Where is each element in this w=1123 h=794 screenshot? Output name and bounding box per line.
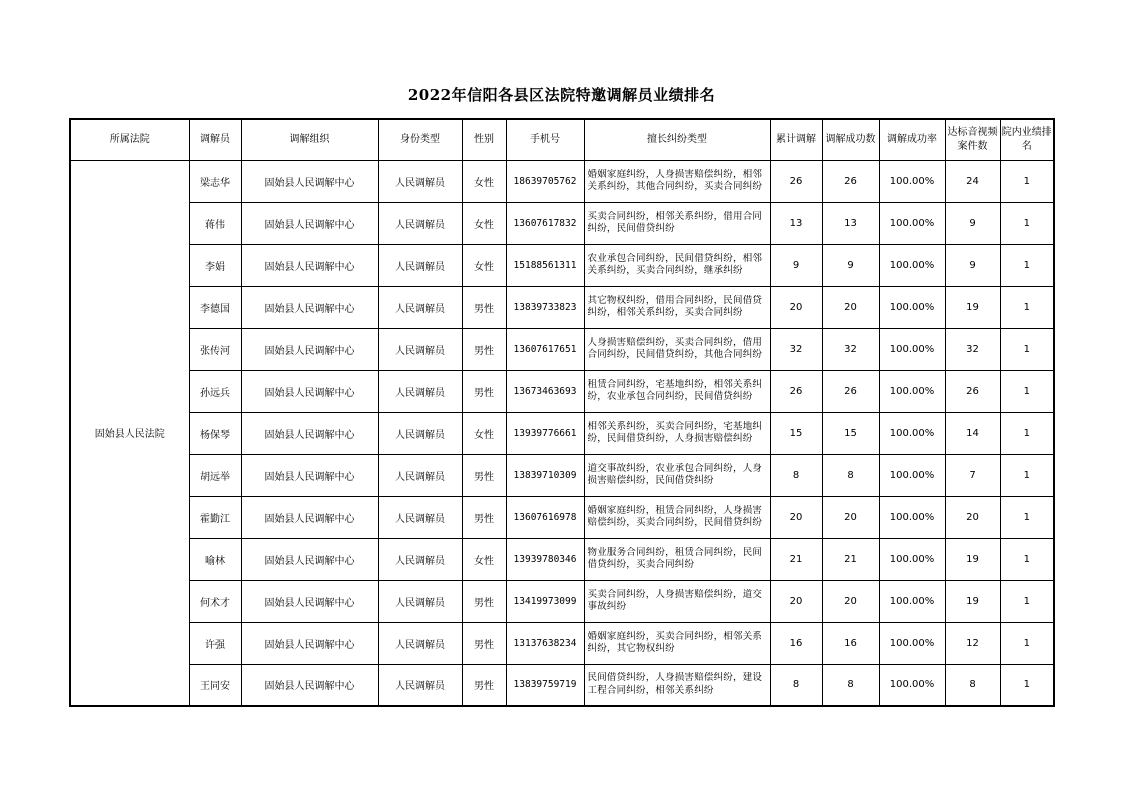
header-rank: 院内业绩排名	[1000, 119, 1054, 160]
mediator-name: 李娟	[189, 244, 241, 286]
mediator-name: 蒋伟	[189, 202, 241, 244]
rank-cell: 1	[1000, 412, 1054, 454]
header-total: 累计调解	[770, 119, 822, 160]
gender-cell: 女性	[462, 244, 506, 286]
header-org: 调解组织	[241, 119, 378, 160]
rank-cell: 1	[1000, 496, 1054, 538]
rank-cell: 1	[1000, 622, 1054, 664]
mediator-name: 王同安	[189, 664, 241, 706]
specialty-cell: 相邻关系纠纷，买卖合同纠纷，宅基地纠纷，民间借贷纠纷，人身损害赔偿纠纷	[584, 412, 770, 454]
page-title: 2022年信阳各县区法院特邀调解员业绩排名	[407, 86, 716, 104]
video-cell: 19	[945, 286, 1000, 328]
specialty-cell: 婚姻家庭纠纷，租赁合同纠纷，人身损害赔偿纠纷，买卖合同纠纷，民间借贷纠纷	[584, 496, 770, 538]
rate-cell: 100.00%	[879, 244, 945, 286]
total-cell: 9	[770, 244, 822, 286]
org-cell: 固始县人民调解中心	[241, 328, 378, 370]
phone-cell: 13939780346	[506, 538, 584, 580]
identity-cell: 人民调解员	[378, 538, 462, 580]
header-rate: 调解成功率	[879, 119, 945, 160]
rate-cell: 100.00%	[879, 496, 945, 538]
identity-cell: 人民调解员	[378, 622, 462, 664]
video-cell: 26	[945, 370, 1000, 412]
rate-cell: 100.00%	[879, 412, 945, 454]
total-cell: 20	[770, 580, 822, 622]
mediator-name: 张传河	[189, 328, 241, 370]
gender-cell: 男性	[462, 286, 506, 328]
specialty-cell: 民间借贷纠纷，人身损害赔偿纠纷，建设工程合同纠纷，相邻关系纠纷	[584, 664, 770, 706]
total-cell: 8	[770, 664, 822, 706]
org-cell: 固始县人民调解中心	[241, 202, 378, 244]
table-row	[70, 454, 1054, 496]
identity-cell: 人民调解员	[378, 454, 462, 496]
rank-cell: 1	[1000, 664, 1054, 706]
rank-cell: 1	[1000, 244, 1054, 286]
mediator-name: 杨保琴	[189, 412, 241, 454]
rate-cell: 100.00%	[879, 580, 945, 622]
specialty-cell: 农业承包合同纠纷，民间借贷纠纷，相邻关系纠纷，买卖合同纠纷，继承纠纷	[584, 244, 770, 286]
success-cell: 16	[822, 622, 879, 664]
gender-cell: 男性	[462, 370, 506, 412]
mediator-name: 胡远举	[189, 454, 241, 496]
identity-cell: 人民调解员	[378, 160, 462, 202]
success-cell: 9	[822, 244, 879, 286]
phone-cell: 13839733823	[506, 286, 584, 328]
org-cell: 固始县人民调解中心	[241, 412, 378, 454]
phone-cell: 18639705762	[506, 160, 584, 202]
mediator-name: 梁志华	[189, 160, 241, 202]
specialty-cell: 买卖合同纠纷，相邻关系纠纷，借用合同纠纷，民间借贷纠纷	[584, 202, 770, 244]
header-identity: 身份类型	[378, 119, 462, 160]
identity-cell: 人民调解员	[378, 580, 462, 622]
table-row	[70, 202, 1054, 244]
table-row	[70, 496, 1054, 538]
video-cell: 7	[945, 454, 1000, 496]
table-row	[70, 244, 1054, 286]
success-cell: 8	[822, 664, 879, 706]
table-row	[70, 328, 1054, 370]
identity-cell: 人民调解员	[378, 370, 462, 412]
phone-cell: 13607616978	[506, 496, 584, 538]
success-cell: 13	[822, 202, 879, 244]
org-cell: 固始县人民调解中心	[241, 622, 378, 664]
header-mediator: 调解员	[189, 119, 241, 160]
total-cell: 20	[770, 286, 822, 328]
success-cell: 26	[822, 370, 879, 412]
org-cell: 固始县人民调解中心	[241, 160, 378, 202]
specialty-cell: 物业服务合同纠纷，租赁合同纠纷，民间借贷纠纷，买卖合同纠纷	[584, 538, 770, 580]
success-cell: 26	[822, 160, 879, 202]
identity-cell: 人民调解员	[378, 244, 462, 286]
identity-cell: 人民调解员	[378, 496, 462, 538]
specialty-cell: 买卖合同纠纷，人身损害赔偿纠纷，道交事故纠纷	[584, 580, 770, 622]
header-row	[70, 119, 1054, 160]
identity-cell: 人民调解员	[378, 286, 462, 328]
phone-cell: 13839710309	[506, 454, 584, 496]
specialty-cell: 道交事故纠纷，农业承包合同纠纷，人身损害赔偿纠纷，民间借贷纠纷	[584, 454, 770, 496]
phone-cell: 13839759719	[506, 664, 584, 706]
mediator-name: 喻林	[189, 538, 241, 580]
rate-cell: 100.00%	[879, 622, 945, 664]
rank-cell: 1	[1000, 454, 1054, 496]
specialty-cell: 其它物权纠纷，借用合同纠纷，民间借贷纠纷，相邻关系纠纷，买卖合同纠纷	[584, 286, 770, 328]
success-cell: 21	[822, 538, 879, 580]
identity-cell: 人民调解员	[378, 412, 462, 454]
success-cell: 15	[822, 412, 879, 454]
phone-cell: 13137638234	[506, 622, 584, 664]
specialty-cell: 婚姻家庭纠纷，买卖合同纠纷，相邻关系纠纷，其它物权纠纷	[584, 622, 770, 664]
rate-cell: 100.00%	[879, 286, 945, 328]
table-row	[70, 412, 1054, 454]
header-video: 达标音视频案件数	[945, 119, 1000, 160]
total-cell: 32	[770, 328, 822, 370]
rank-cell: 1	[1000, 202, 1054, 244]
video-cell: 24	[945, 160, 1000, 202]
total-cell: 26	[770, 370, 822, 412]
header-gender: 性别	[462, 119, 506, 160]
gender-cell: 男性	[462, 622, 506, 664]
total-cell: 21	[770, 538, 822, 580]
gender-cell: 女性	[462, 202, 506, 244]
video-cell: 14	[945, 412, 1000, 454]
specialty-cell: 租赁合同纠纷，宅基地纠纷，相邻关系纠纷，农业承包合同纠纷，民间借贷纠纷	[584, 370, 770, 412]
total-cell: 20	[770, 496, 822, 538]
gender-cell: 女性	[462, 412, 506, 454]
rate-cell: 100.00%	[879, 664, 945, 706]
rank-cell: 1	[1000, 580, 1054, 622]
phone-cell: 13419973099	[506, 580, 584, 622]
org-cell: 固始县人民调解中心	[241, 580, 378, 622]
performance-table	[69, 118, 1055, 707]
header-success: 调解成功数	[822, 119, 879, 160]
specialty-cell: 婚姻家庭纠纷，人身损害赔偿纠纷，相邻关系纠纷，其他合同纠纷，买卖合同纠纷	[584, 160, 770, 202]
rate-cell: 100.00%	[879, 538, 945, 580]
rate-cell: 100.00%	[879, 202, 945, 244]
org-cell: 固始县人民调解中心	[241, 454, 378, 496]
identity-cell: 人民调解员	[378, 328, 462, 370]
mediator-name: 李德国	[189, 286, 241, 328]
specialty-cell: 人身损害赔偿纠纷，买卖合同纠纷，借用合同纠纷，民间借贷纠纷，其他合同纠纷	[584, 328, 770, 370]
table-body	[70, 160, 1054, 706]
rank-cell: 1	[1000, 538, 1054, 580]
court-cell: 固始县人民法院	[70, 160, 189, 706]
mediator-name: 何术才	[189, 580, 241, 622]
org-cell: 固始县人民调解中心	[241, 496, 378, 538]
video-cell: 9	[945, 244, 1000, 286]
total-cell: 26	[770, 160, 822, 202]
table-row	[70, 622, 1054, 664]
success-cell: 8	[822, 454, 879, 496]
org-cell: 固始县人民调解中心	[241, 286, 378, 328]
gender-cell: 男性	[462, 328, 506, 370]
phone-cell: 13607617832	[506, 202, 584, 244]
header-phone: 手机号	[506, 119, 584, 160]
video-cell: 8	[945, 664, 1000, 706]
table-row	[70, 160, 1054, 202]
header-court: 所属法院	[70, 119, 189, 160]
rate-cell: 100.00%	[879, 328, 945, 370]
gender-cell: 男性	[462, 454, 506, 496]
rank-cell: 1	[1000, 328, 1054, 370]
total-cell: 15	[770, 412, 822, 454]
success-cell: 20	[822, 496, 879, 538]
org-cell: 固始县人民调解中心	[241, 370, 378, 412]
rate-cell: 100.00%	[879, 160, 945, 202]
org-cell: 固始县人民调解中心	[241, 538, 378, 580]
success-cell: 20	[822, 580, 879, 622]
rank-cell: 1	[1000, 370, 1054, 412]
video-cell: 19	[945, 538, 1000, 580]
success-cell: 20	[822, 286, 879, 328]
total-cell: 16	[770, 622, 822, 664]
header-specialty: 擅长纠纷类型	[584, 119, 770, 160]
org-cell: 固始县人民调解中心	[241, 244, 378, 286]
total-cell: 8	[770, 454, 822, 496]
phone-cell: 15188561311	[506, 244, 584, 286]
mediator-name: 霍勤江	[189, 496, 241, 538]
table-row	[70, 286, 1054, 328]
gender-cell: 男性	[462, 580, 506, 622]
rate-cell: 100.00%	[879, 370, 945, 412]
phone-cell: 13607617651	[506, 328, 584, 370]
video-cell: 20	[945, 496, 1000, 538]
mediator-name: 许强	[189, 622, 241, 664]
video-cell: 19	[945, 580, 1000, 622]
table-row	[70, 580, 1054, 622]
rank-cell: 1	[1000, 286, 1054, 328]
video-cell: 32	[945, 328, 1000, 370]
table-row	[70, 538, 1054, 580]
mediator-name: 孙远兵	[189, 370, 241, 412]
table-row	[70, 370, 1054, 412]
identity-cell: 人民调解员	[378, 664, 462, 706]
success-cell: 32	[822, 328, 879, 370]
org-cell: 固始县人民调解中心	[241, 664, 378, 706]
video-cell: 12	[945, 622, 1000, 664]
gender-cell: 男性	[462, 664, 506, 706]
gender-cell: 女性	[462, 160, 506, 202]
phone-cell: 13939776661	[506, 412, 584, 454]
rank-cell: 1	[1000, 160, 1054, 202]
phone-cell: 13673463693	[506, 370, 584, 412]
table-row	[70, 664, 1054, 706]
total-cell: 13	[770, 202, 822, 244]
identity-cell: 人民调解员	[378, 202, 462, 244]
gender-cell: 男性	[462, 496, 506, 538]
rate-cell: 100.00%	[879, 454, 945, 496]
video-cell: 9	[945, 202, 1000, 244]
gender-cell: 女性	[462, 538, 506, 580]
